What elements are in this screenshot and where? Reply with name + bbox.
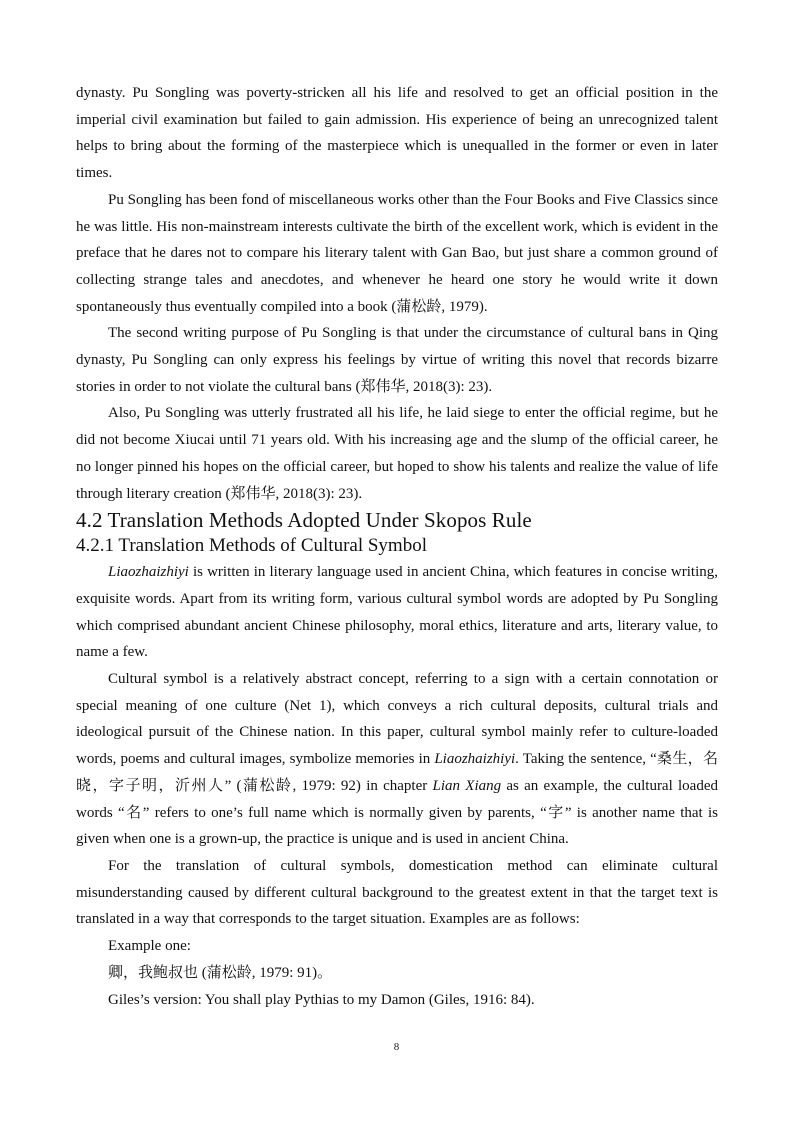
- italic-title: Liaozhaizhiyi: [108, 564, 189, 581]
- italic-title: Liaozhaizhiyi: [434, 751, 516, 768]
- example-label: Example one:: [108, 938, 191, 955]
- page-body: [76, 80, 718, 1013]
- paragraph-liaozhaizhiyi: [76, 559, 718, 666]
- subsection-heading: 4.2.1 Translation Methods of Cultural Symbol: [76, 535, 427, 557]
- paragraph-text: is written in literary language used in ancient China, which features in concise writing, exquisite words. Apart from its writing form, various cultural symbol words are adopted by Pu Songling which comprised abundant ancient Chinese philosophy, moral ethics, literature and arts, literary value, to name a few.: [76, 564, 718, 661]
- section-heading: 4.2 Translation Methods Adopted Under Skopos Rule: [76, 508, 532, 533]
- example-giles-version: Giles’s version: You shall play Pythias to my Damon (Giles, 1916: 84).: [108, 991, 535, 1008]
- paragraph-frustrated: Also, Pu Songling was utterly frustrated all his life, he laid siege to enter the official regime, but he did not become Xiucai until 71 years old. With his increasing age and the slump of the official career, he no longer pinned his hopes on the official career, but hoped to show his talents and realize the value of life through literary creation (郑伟华, 2018(3): 23).: [76, 405, 718, 502]
- paragraph-text: . Taking the sentence, “桑生，名晓，字子明，沂州人” (蒲松龄, 1979: 92) in chapter: [76, 751, 718, 794]
- italic-chapter: Lian Xiang: [432, 777, 502, 794]
- page-number: 8: [393, 1041, 400, 1053]
- paragraph-domestication: For the translation of cultural symbols, domestication method can eliminate cultural misunderstanding caused by different cultural background to the greatest extent in that the target text is translated in a way that corresponds to the target situation. Examples are as follows:: [76, 857, 718, 928]
- example-source-text: 卿，我鲍叔也 (蒲松龄, 1979: 91)。: [108, 964, 333, 981]
- paragraph-cultural-symbol: [76, 666, 718, 853]
- paragraph-dynasty: dynasty. Pu Songling was poverty-stricken all his life and resolved to get an official position in the imperial civil examination but failed to gain admission. His experience of being an unrecognized talent helps to bring about the forming of the masterpiece which is unequalled in the former or even in later times.: [76, 85, 718, 182]
- paragraph-text: Cultural symbol is a relatively abstract concept, referring to a sign with a certain connotation or special meaning of one culture (Net 1), which conveys a rich cultural deposits, cultural trials and ideological pursuit of the Chinese nation. In this paper, cultural symbol mainly refer to culture-loaded words, poems and cultural images, symbolize memories in: [76, 671, 718, 768]
- paragraph-text: as an example, the cultural loaded words “名” refers to one’s full name which is normally given by parents, “字” is another name that is given when one is a grown-up, the practice is unique and is used in ancient China.: [76, 777, 719, 848]
- paragraph-miscellaneous-works: Pu Songling has been fond of miscellaneous works other than the Four Books and Five Classics since he was little. His non-mainstream interests cultivate the birth of the excellent work, which is evident in the preface that he dares not to compare his literary talent with Gan Bao, but just share a common ground of collecting strange tales and anecdotes, and whenever he heard one story he would write it down spontaneously thus eventually compiled into a book (蒲松龄, 1979).: [76, 191, 718, 315]
- paragraph-writing-purpose: The second writing purpose of Pu Songling is that under the circumstance of cultural bans in Qing dynasty, Pu Songling can only express his feelings by virtue of writing this novel that records bizarre stories in order to not violate the cultural bans (郑伟华, 2018(3): 23).: [76, 325, 718, 395]
